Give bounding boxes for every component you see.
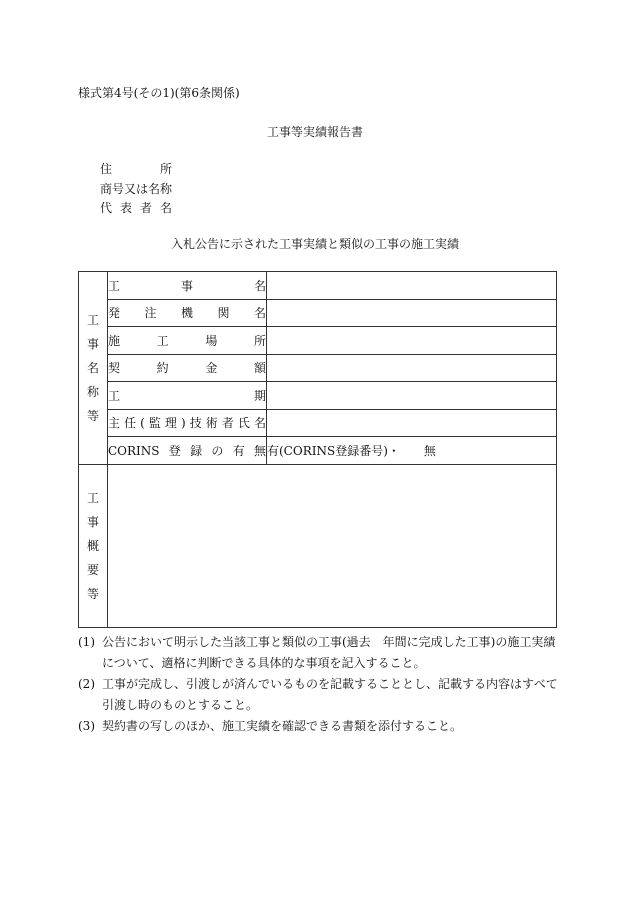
field-label: 工事名 [108,278,266,293]
company-name-label: 商号又は名称 [100,182,173,196]
field-value-cell[interactable] [267,327,557,355]
note-number: (2) [78,677,95,691]
address-row [100,160,172,177]
field-value: 有(CORINS登録番号)・ 無 [267,443,436,458]
field-label-cell [108,299,267,327]
field-label-cell [108,354,267,382]
section-label-cell [79,272,108,465]
note-item [78,632,558,674]
document-title: 工事等実績報告書 [266,125,363,139]
table-row [79,354,557,382]
note-text: 公告において明示した当該工事と類似の工事(過去 年間に完成した工事)の施工実績について、適格に判断できる具体的な事項を記入すること。 [102,635,556,670]
table-row [79,409,557,437]
field-label: 発注機関名 [108,306,266,321]
note-item [78,674,558,716]
field-label: 主任(監理)技術者氏名 [108,416,266,431]
form-number: 様式第4号(その1)(第6条関係) [78,86,240,100]
report-table [78,271,557,628]
notes [78,632,558,737]
note-text: 契約書の写しのほか、施工実績を確認できる書類を添付すること。 [102,719,463,733]
field-label-cell [108,382,267,410]
field-value-cell[interactable] [267,354,557,382]
address-label: 住 所 [100,162,172,176]
company-name-row [100,180,172,197]
table-row [79,327,557,355]
note-item [78,716,558,737]
table-row [79,382,557,410]
table-row [79,299,557,327]
field-label-cell [108,327,267,355]
field-label-cell [108,409,267,437]
representative-row [100,199,172,216]
field-value-cell[interactable] [267,437,557,465]
section1-label: 工事名称等 [86,312,99,423]
note-number: (3) [78,719,95,733]
note-number: (1) [78,635,95,649]
field-value-cell[interactable] [267,409,557,437]
note-text: 工事が完成し、引渡しが済んでいるものを記載することとし、記載する内容はすべて引渡し時のものとすること。 [102,677,558,712]
table-row [79,272,557,300]
field-label: CORINS登録の有無 [108,443,266,458]
field-label-cell [108,272,267,300]
field-label: 工期 [108,388,266,403]
field-label-cell [108,437,267,465]
overview-cell[interactable] [108,464,557,627]
representative-label: 代表者名 [100,201,172,215]
section-subtitle: 入札公告に示された工事実績と類似の工事の施工実績 [170,237,459,251]
field-label: 契約金額 [108,361,266,376]
section-label-cell [79,464,108,627]
table-row [79,464,557,627]
field-value-cell[interactable] [267,299,557,327]
field-value-cell[interactable] [267,382,557,410]
field-value-cell[interactable] [267,272,557,300]
section2-label: 工事概要等 [86,490,99,601]
table-row [79,437,557,465]
field-label: 施工場所 [108,333,266,348]
